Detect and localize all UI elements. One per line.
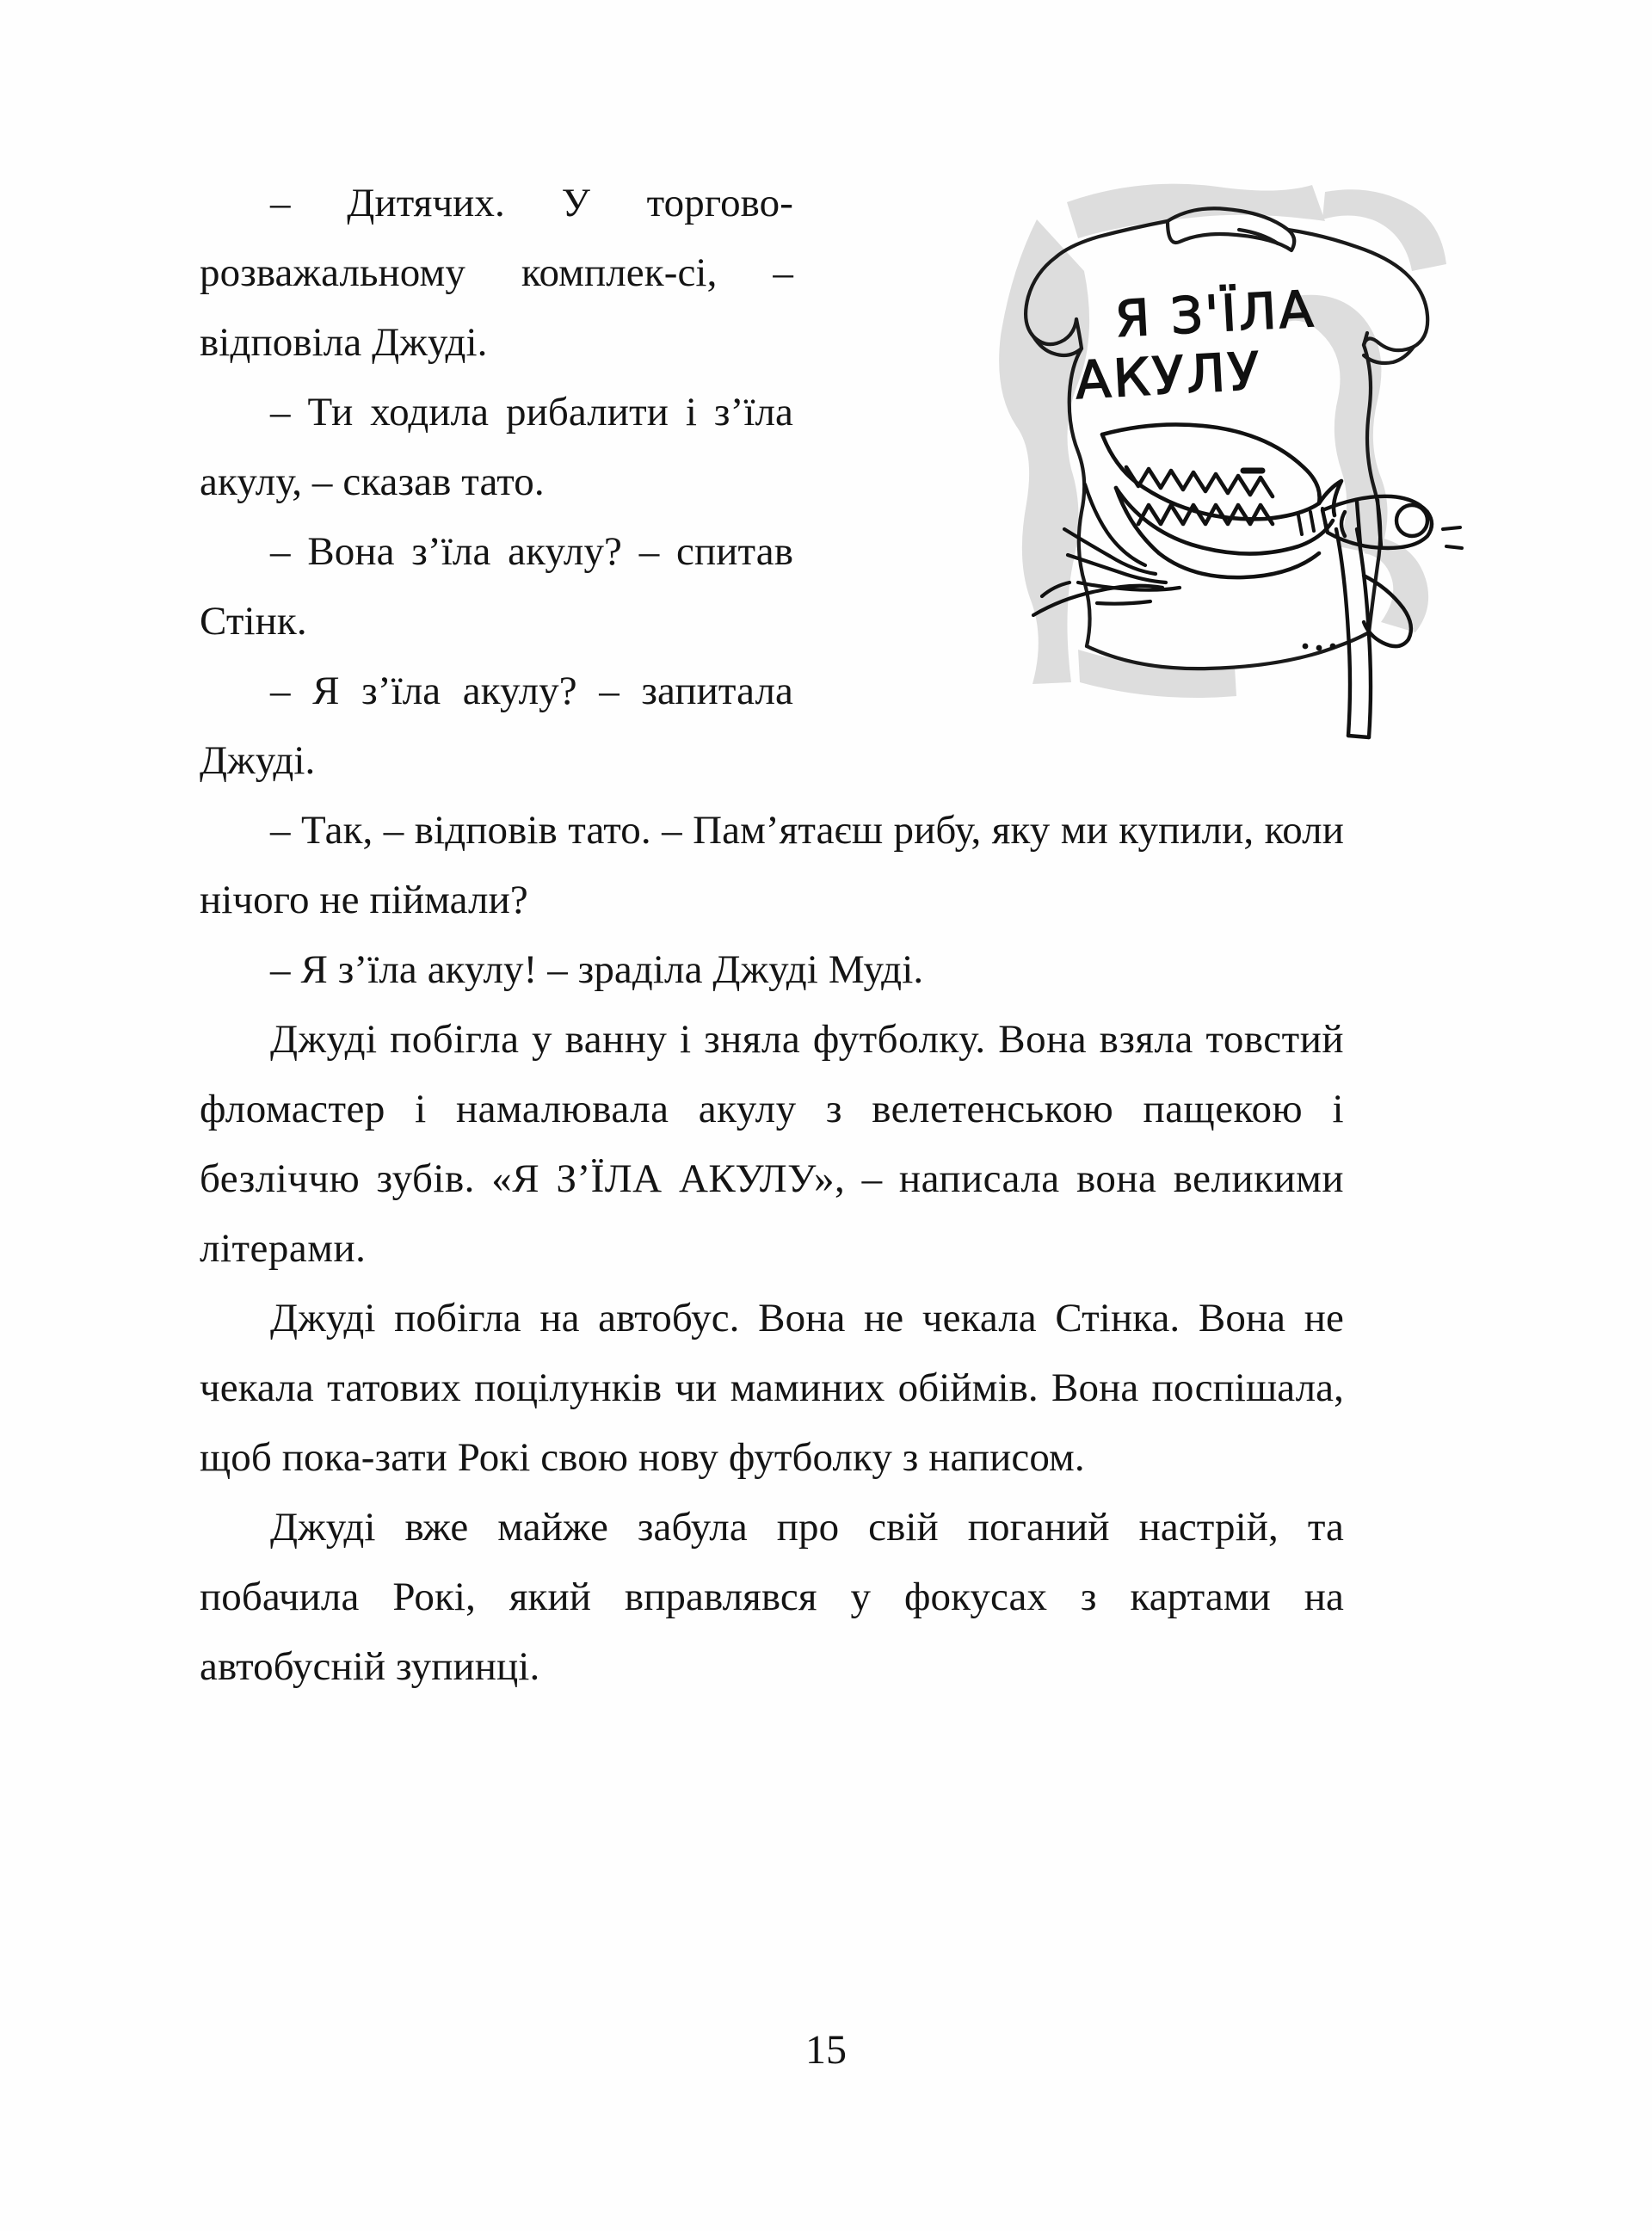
- page-number: 15: [805, 2027, 847, 2073]
- paragraph-6: – Я з’їла акулу! – зраділа Джуді Муді.: [270, 947, 924, 992]
- paragraph-8: Джуді побігла на автобус. Вона не чекала Стінка. Вона не чекала татових поцілунків чи маминих обіймів. Вона поспішала, щоб пока-зати Рокі свою нову футболку з написом.: [200, 1296, 1344, 1480]
- shirt-text-line2: АКУЛУ: [1074, 341, 1264, 411]
- paragraph-9: Джуді вже майже забула про свій поганий настрій, та побачила Рокі, який вправлявся у фокусах з картами на автобусній зупинці.: [200, 1505, 1344, 1689]
- paragraph-1: – Дитячих. У торгово-розважальному комплек-сі, – відповіла Джуді.: [200, 181, 793, 365]
- paragraph-7: Джуді побігла у ванну і зняла футболку. Вона взяла товстий фломастер і намалювала акулу з велетенською пащекою і безліччю зубів. «Я З’ЇЛА АКУЛУ», – написала вона великими літерами.: [200, 1017, 1344, 1271]
- motion-lines: [1443, 527, 1462, 548]
- paragraph-3: – Вона з’їла акулу? – спитав Стінк.: [200, 529, 793, 644]
- page-text-body: [200, 169, 1344, 1702]
- shirt-text-line1: Я З'ЇЛА: [1113, 279, 1317, 348]
- paragraph-5: – Так, – відповів тато. – Пам’ятаєш рибу, яку ми купили, коли нічого не піймали?: [200, 808, 1344, 922]
- full-column-block: [200, 796, 1344, 1702]
- paragraph-4: – Я з’їла акулу? – запитала Джуді.: [200, 669, 793, 783]
- paragraph-2: – Ти ходила рибалити і з’їла акулу, – сказав тато.: [200, 390, 793, 504]
- narrow-column-block: [200, 169, 1344, 796]
